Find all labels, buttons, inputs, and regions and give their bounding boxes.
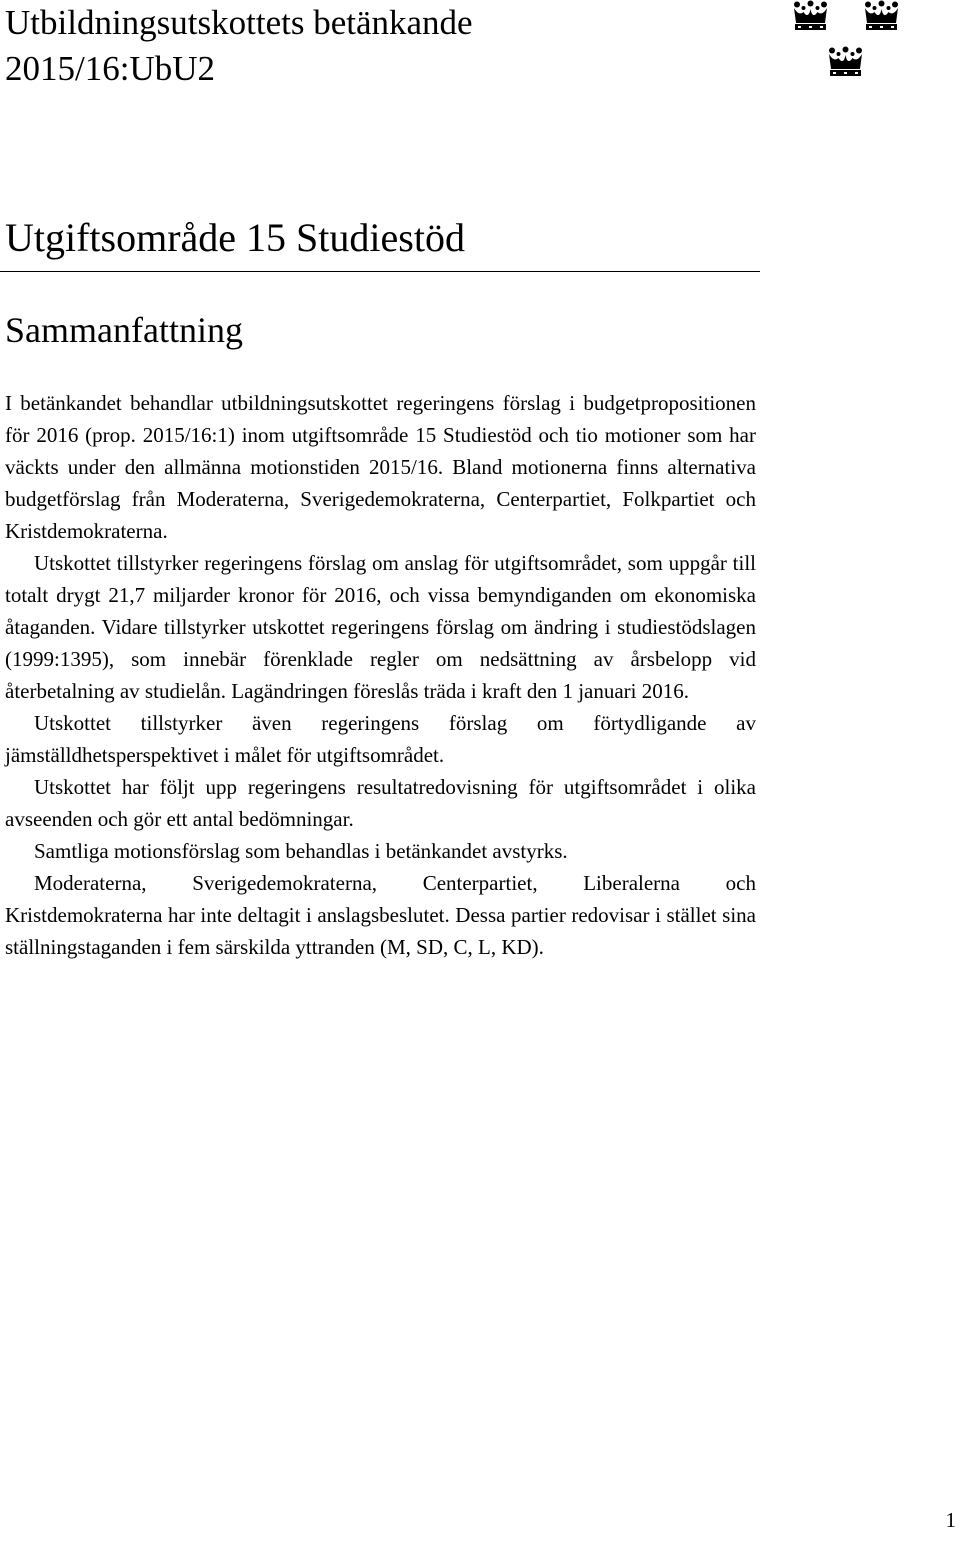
document-header [5, 0, 765, 92]
summary-paragraph: Samtliga motionsförslag som behandlas i betänkandet avstyrks. [34, 839, 568, 863]
section-divider [0, 271, 760, 272]
summary-paragraph: I betänkandet behandlar utbildningsutskottet regeringens förslag i budgetpropositionen för 2016 (prop. 2015/16:1) inom utgiftsområde 15 Studiestöd och tio motioner som har väckts under den allmänna motionstiden 2015/16. Bland motionerna finns alternativa budgetförslag från Moderaterna, Sverigedemokraterna, Centerpartiet, Folkpartiet och Kristdemokraterna. [5, 391, 756, 543]
document-number: 2015/16:UbU2 [5, 49, 215, 88]
summary-paragraph: Utskottet tillstyrker regeringens förslag om anslag för utgiftsområdet, som uppgår till totalt drygt 21,7 miljarder kronor för 2016, och vissa bemyndiganden om ekonomiska åtaganden. Vidare tillstyrker utskottet regeringens förslag om ändring i studiestödslagen (1999:1395), som innebär förenklade regler om nedsättning av årsbelopp vid återbetalning av studielån. Lagändringen föreslås träda i kraft den 1 januari 2016. [5, 551, 756, 703]
document-title: Utbildningsutskottets betänkande [5, 3, 473, 42]
summary-paragraph: Utskottet har följt upp regeringens resultatredovisning för utgiftsområdet i olika avseenden och gör ett antal bedömningar. [5, 775, 756, 831]
section-title: Utgiftsområde 15 Studiestöd [5, 215, 465, 260]
summary-heading: Sammanfattning [5, 310, 243, 350]
summary-body [5, 387, 756, 963]
summary-paragraph: Moderaterna, Sverigedemokraterna, Centerpartiet, Liberalerna och Kristdemokraterna har inte deltagit i anslagsbeslutet. Dessa partier redovisar i stället sina ställningstaganden i fem särskilda yttranden (M, SD, C, L, KD). [5, 871, 756, 959]
summary-paragraph: Utskottet tillstyrker även regeringens förslag om förtydligande av jämställdhetsperspektivet i målet för utgiftsområdet. [5, 711, 756, 767]
page-number: 1 [945, 1508, 956, 1532]
three-crowns-icon [790, 0, 904, 82]
